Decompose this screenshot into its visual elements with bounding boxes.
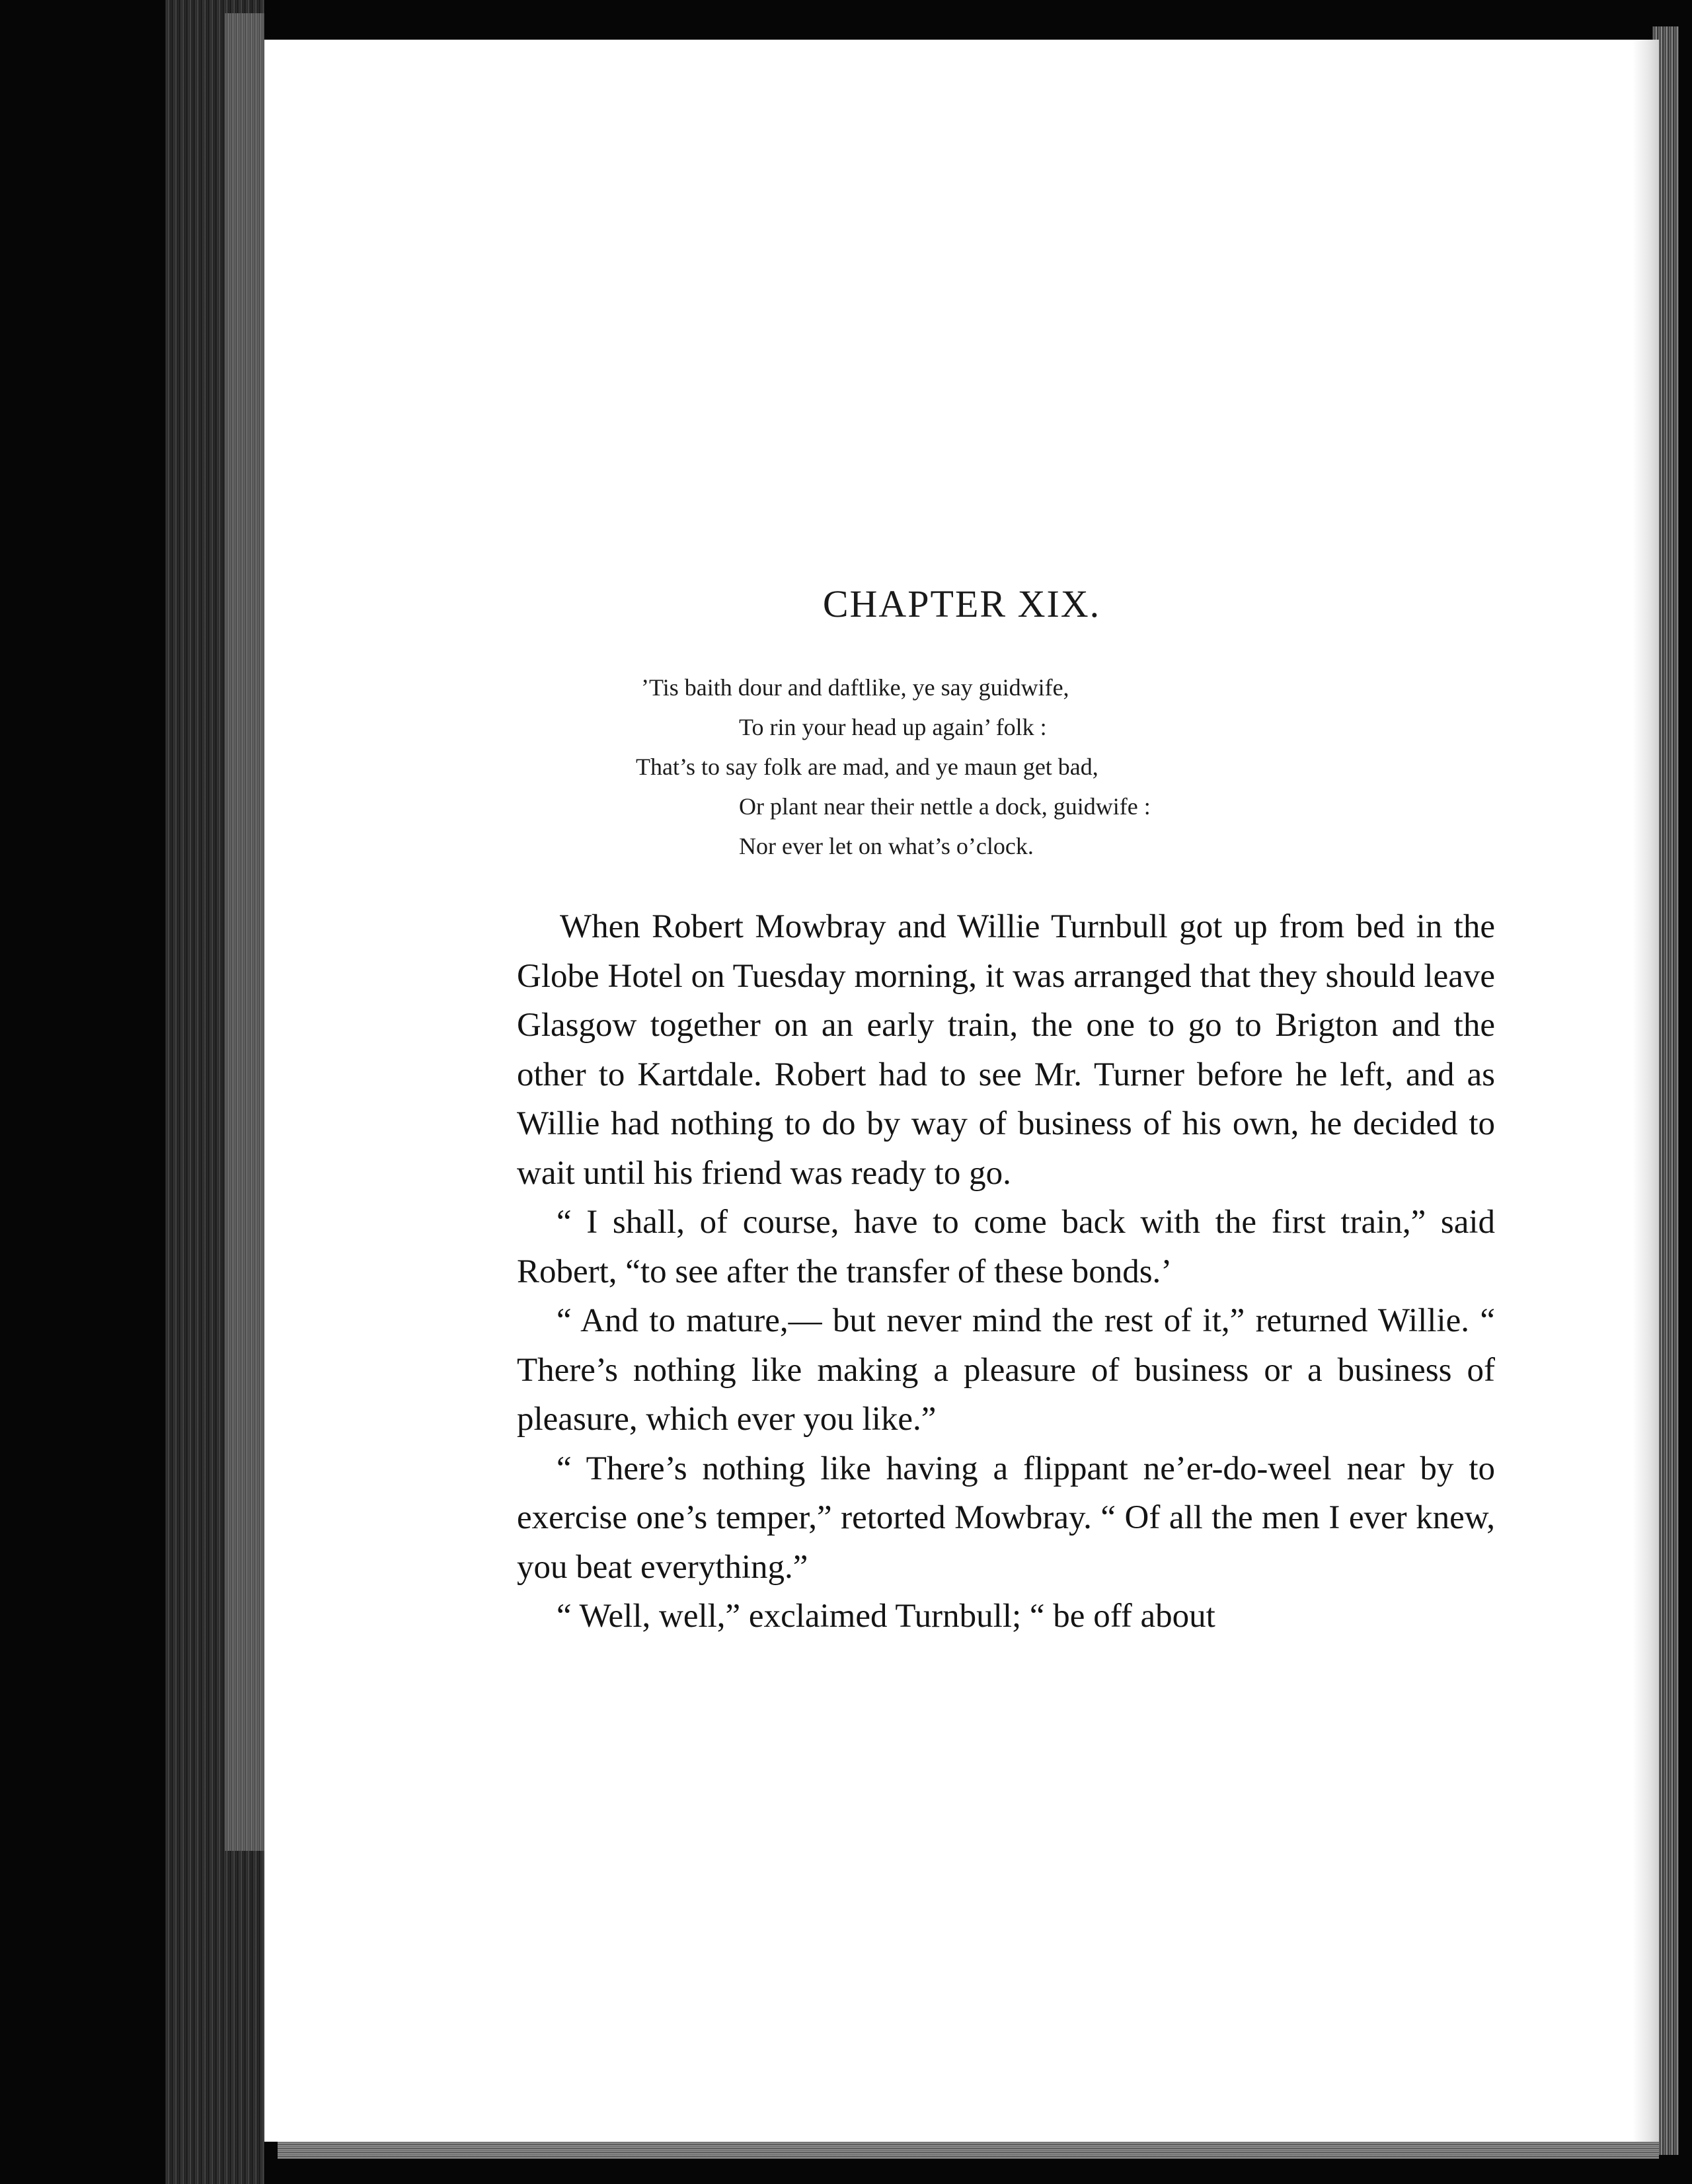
paragraph: “ I shall, of course, have to come back with the first train,” said Robert, “to see after the transfer of these bonds.’: [517, 1204, 1495, 1290]
paragraph: “ Well, well,” exclaimed Turnbull; “ be off about: [557, 1598, 1215, 1635]
epigraph-verse: [636, 668, 1434, 866]
verse-line: ’Tis baith dour and daftlike, ye say guidwife,: [641, 674, 1069, 701]
book-page-edges-bottom: [278, 2142, 1659, 2159]
page-gutter-shadow: [1633, 40, 1659, 2142]
verse-line: Or plant near their nettle a dock, guidwife :: [739, 793, 1151, 820]
verse-line: Nor ever let on what’s o’clock.: [739, 833, 1034, 859]
paragraph: When Robert Mowbray and Willie Turnbull got up from bed in the Globe Hotel on Tuesday morning, it was arranged that they should leave Glasgow together on an early train, the one to go to Brigton and the other to Kartdale. Robert had to see Mr. Turner before he left, and as Willie had nothing to do by way of business of his own, he decided to wait until his friend was ready to go.: [517, 908, 1495, 1192]
book-page-edges-inner: [225, 13, 264, 1851]
verse-line: To rin your head up again’ folk :: [739, 714, 1047, 740]
paragraph: “ There’s nothing like having a flippant ne’er-do-weel near by to exercise one’s temper,” retorted Mowbray. “ Of all the men I ever knew, you beat everything.”: [517, 1450, 1495, 1586]
chapter-title: CHAPTER XIX.: [822, 582, 1101, 625]
chapter-body: [517, 902, 1495, 1641]
verse-line: That’s to say folk are mad, and ye maun get bad,: [636, 754, 1098, 780]
paragraph: “ And to mature,— but never mind the rest of it,” returned Willie. “ There’s nothing like making a pleasure of business or a business of pleasure, which ever you like.”: [517, 1302, 1495, 1438]
